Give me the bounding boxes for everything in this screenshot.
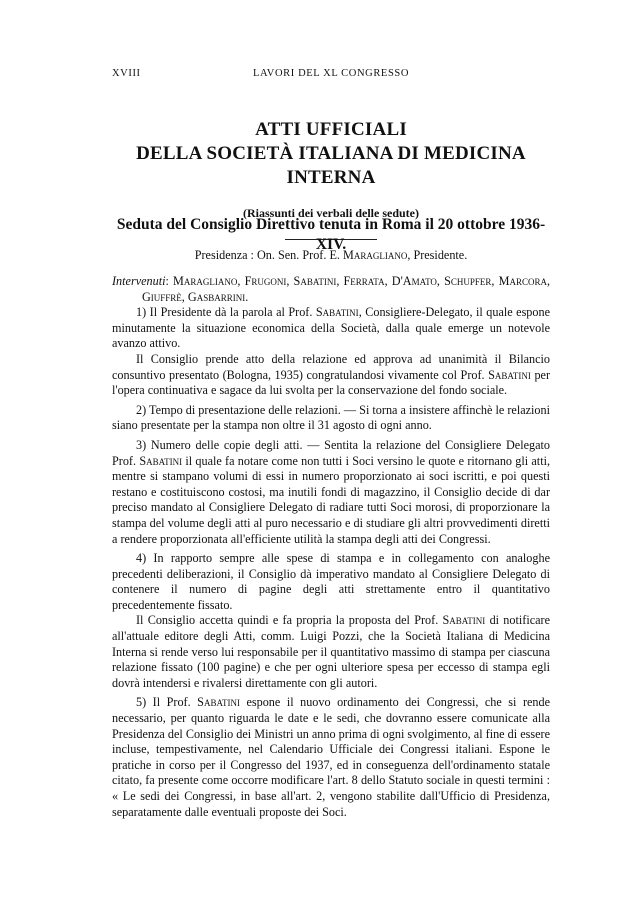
- p1-text-a: 1) Il Presidente dà la parola al Prof.: [136, 305, 313, 320]
- p7-name: Sabatini: [197, 695, 240, 710]
- p7-text-b: espone il nuovo ordinamento dei Congressi, che si rende necessario, per quanto riguarda le date e le sedi, che dovranno essere comunicate alla Presidenza del Consiglio dei Ministri un anno prima di ogni svolgimento, al fine di essere incluse, tempestivamente, nel Calendario Ufficiale dei Congressi italiani. Espone le pratiche in corso per il Congresso del 1937, ed in conseguenza dell'ordinamento statale citato, fa presente come occorre modificare l'art. 8 dello Statuto sociale in questi termini : « Le sedi dei Congressi, in base all'art. 2, vengono stabilite dall'Ufficio di Presidenza, separatamente dalle eventuali proposte dei Soci.: [112, 695, 551, 819]
- paragraph-5: 4) In rapporto sempre alle spese di stampa e in collegamento con analoghe precedenti deliberazioni, il Consiglio dà imperativo mandato al Consigliere Delegato di contenere il numero di pagine degli atti strettamente entro il quantitativo precedentemente fissato.: [112, 551, 550, 612]
- running-head: [112, 68, 550, 84]
- p4-text-b: il quale fa notare come non tutti i Soci versino le quote e ritornano gli atti, mentre si stampano volumi di essi in numero proporzionato ai soci iscritti, e poi questi restano e costituiscono costosi, ma inutili fondi di magazzino, il Consiglio decide di dar preciso mandato al Consigliere Delegato di radiare tutti Soci morosi, di proporzionare la stampa del volume degli atti al puro necessario e di studiare gli altri provvedimenti diretti a rendere proporzionata all'efficiente utilità la stampa degli atti dei Congressi.: [112, 453, 551, 546]
- p1-name: Sabatini: [315, 305, 359, 320]
- presidency-pre: On. Sen. Prof. E.: [257, 248, 340, 262]
- title-line-1: ATTI UFFICIALI: [255, 119, 407, 140]
- p7-text-a: 5) Il Prof.: [136, 695, 191, 710]
- p4-text-a: 3) Numero delle copie degli atti. — Sentita la relazione del Consigliere Delegato Prof.: [112, 437, 550, 468]
- p6-text-b: di notificare all'attuale editore degli Atti, comm. Luigi Pozzi, che la Società Italiana di Medicina Interna si rende verso lui responsabile per il quantitativo massimo di stampa per ciascuna relazione fissato (100 pagine) e che per ogni ulteriore spesa per eccesso di stampa egli dovrà intendersi e rivalersi direttamente con gli autori.: [112, 613, 550, 690]
- intervenuti-names: Maragliano, Frugoni, Sabatini, Ferrata, D'Amato, Schupfer, Marcora, Giuffrè, Gasbarrini.: [142, 274, 550, 304]
- p6-text-a: Il Consiglio accetta quindi e fa propria la proposta del Prof.: [136, 613, 439, 628]
- paragraph-4: [112, 438, 550, 547]
- p2-text-b: per l'opera continuativa e sagace da lui svolta per la conservazione del fondo sociale.: [112, 367, 551, 398]
- title-line-2: DELLA SOCIETÀ ITALIANA DI MEDICINA INTERNA: [136, 143, 526, 188]
- running-title: LAVORI DEL XL CONGRESSO: [252, 68, 410, 79]
- paragraph-3: 2) Tempo di presentazione delle relazioni. — Si torna a insistere affinchè le relazioni siano presentate per la stampa non oltre il 31 agosto di ogni anno.: [112, 402, 550, 433]
- minutes-body: [112, 274, 550, 820]
- p2-text-a: Il Consiglio prende atto della relazione ed approva ad unanimità il Bilancio consuntivo presentato (Bologna, 1935) congratulandosi vivamente col Prof.: [112, 351, 550, 382]
- p6-name: Sabatini: [442, 613, 486, 628]
- presidency-label: Presidenza :: [194, 248, 254, 262]
- presidency-post: , Presidente.: [407, 248, 468, 262]
- presidency-line: [112, 247, 550, 263]
- page-number: XVIII: [112, 68, 141, 79]
- p2-name: Sabatini: [488, 367, 531, 382]
- subtitle: (Riassunti dei verbali delle sedute): [243, 206, 419, 220]
- intervenuti-label: Intervenuti: [112, 274, 166, 288]
- paragraph-1: [112, 305, 550, 352]
- paragraph-6: [112, 613, 550, 691]
- paragraph-7: [112, 695, 550, 820]
- session-heading: Seduta del Consiglio Direttivo tenuta in Roma il 20 ottobre 1936-XIV.: [116, 216, 546, 253]
- p1-text-b: , Consigliere-Delegato, il quale espone minutamente la situazione economica della Società, dalla quale emerge un notevole avanzo attivo.: [112, 305, 550, 351]
- president-name: Maragliano: [343, 248, 408, 262]
- p4-name: Sabatini: [139, 453, 183, 468]
- paragraph-2: [112, 352, 550, 399]
- intervenuti-paragraph: Intervenuti: Maragliano, Frugoni, Sabatini, Ferrata, D'Amato, Schupfer, Marcora, Giuffrè, Gasbarrini.: [112, 274, 550, 304]
